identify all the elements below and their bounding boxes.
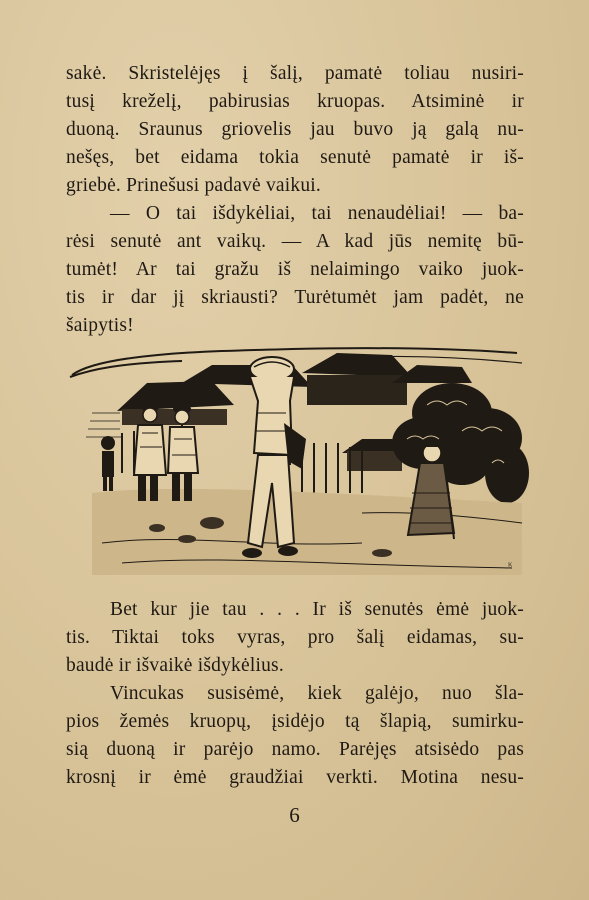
text-line: nešęs, bet eidama tokia senutė pamatė ir iš- xyxy=(66,147,524,168)
text-line: sią duoną ir parėjo namo. Parėjęs atsisėdo pas xyxy=(66,739,524,760)
text-line: krosnį ir ėmė graudžiai verkti. Motina nesu- xyxy=(66,767,524,788)
paragraph-3 xyxy=(66,596,524,680)
text-line: Vincukas susisėmė, kiek galėjo, nuo šla- xyxy=(110,683,524,704)
text-line: rėsi senutė ant vaikų. — A kad jūs nemitę bū- xyxy=(66,231,524,252)
text-line: tusį kreželį, pabirusias kruopas. Atsiminė ir xyxy=(66,91,524,112)
text-line: Bet kur jie tau . . . Ir iš senutės ėmė juok- xyxy=(110,599,524,620)
text-block-bottom xyxy=(66,596,524,792)
text-line: duoną. Sraunus griovelis jau buvo ją galą nu- xyxy=(66,119,524,140)
text-line: baudė ir išvaikė išdykėlius. xyxy=(66,655,284,676)
text-line: pios žemės kruopų, įsidėjo tą šlapią, sumirku- xyxy=(66,711,524,732)
child-figure xyxy=(101,436,115,491)
text-line: tumėt! Ar tai gražu iš nelaimingo vaiko juok- xyxy=(66,259,524,280)
text-line: tis. Tiktai toks vyras, pro šalį eidamas, su- xyxy=(66,627,524,648)
text-line: tis ir dar jį skriausti? Turėtumėt jam padėt, ne xyxy=(66,287,524,308)
paragraph-4 xyxy=(66,680,524,792)
text-line: griebė. Prinešusi padavė vaikui. xyxy=(66,175,321,196)
artist-monogram: ᴷ xyxy=(508,561,513,572)
text-line: šaipytis! xyxy=(66,315,134,336)
text-line: sakė. Skristelėjęs į šalį, pamatė toliau nusiri- xyxy=(66,63,524,84)
text-line: — O tai išdykėliai, tai nenaudėliai! — ba- xyxy=(110,203,524,224)
paragraph-2 xyxy=(66,200,524,340)
paragraph-1 xyxy=(66,60,524,200)
woodcut-illustration xyxy=(62,343,530,583)
text-block-top xyxy=(66,60,524,340)
page-number: 6 xyxy=(289,803,300,827)
